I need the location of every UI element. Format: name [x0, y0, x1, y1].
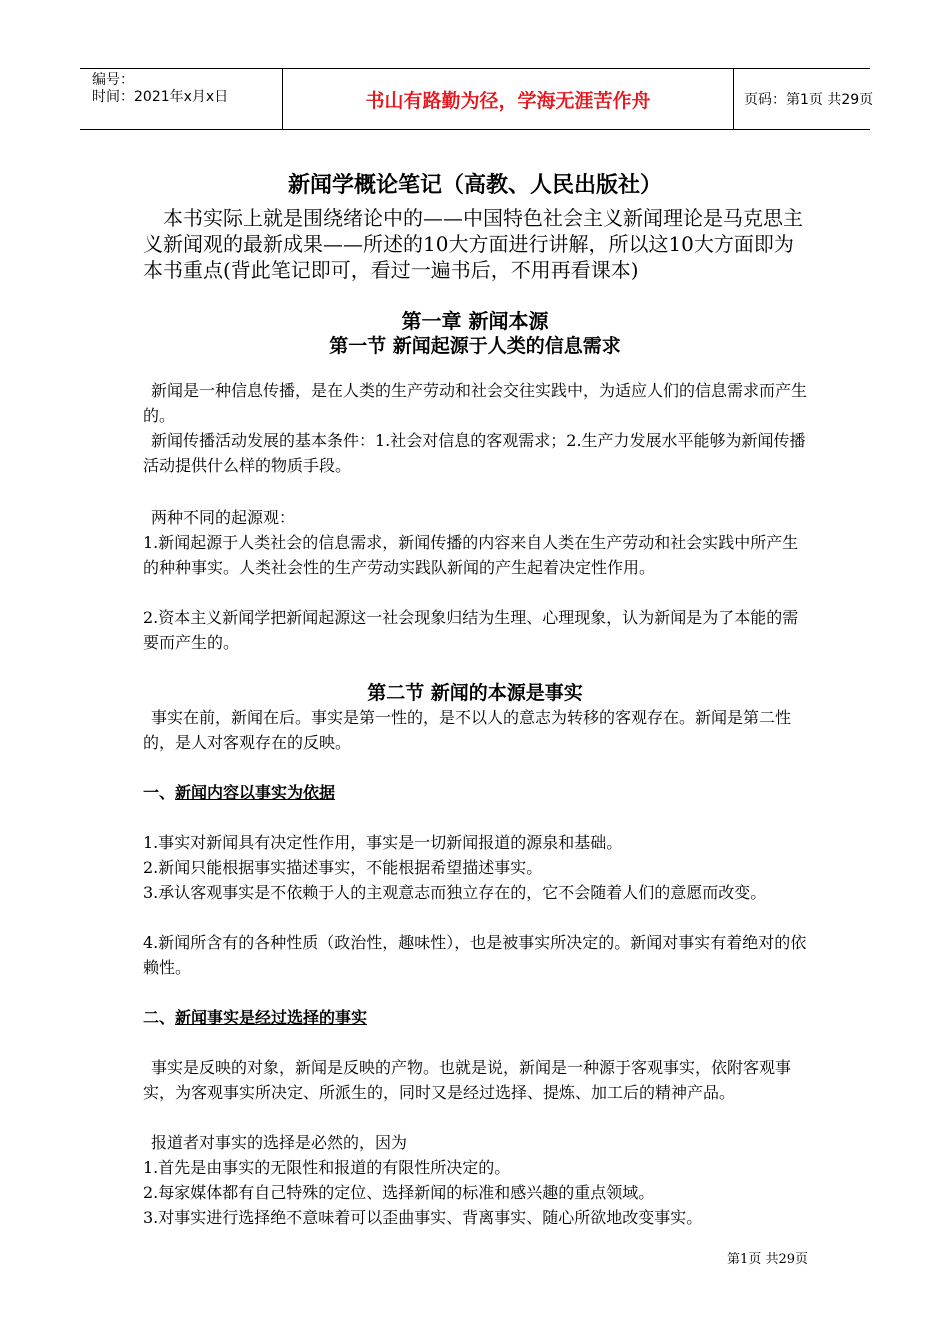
paragraph-text: 事实在前，新闻在后。事实是第一性的，是不以人的意志为转移的客观存在。新闻是第二性的，是人对客观存在的反映。 [143, 708, 792, 752]
subsection-title: 新闻事实是经过选择的事实 [175, 1008, 368, 1027]
paragraph [143, 428, 811, 478]
header-page-code: 页码：第1页 共29页 [744, 92, 874, 108]
paragraph-text: 两种不同的起源观： [151, 508, 296, 527]
paragraph: 2.资本主义新闻学把新闻起源这一社会现象归结为生理、心理现象，认为新闻是为了本能的需要而产生的。 [143, 608, 799, 652]
page-footer: 第1页 共29页 [727, 1252, 808, 1267]
list-item: 1.首先是由事实的无限性和报道的有限性所决定的。 [143, 1158, 511, 1177]
list-item: 3.对事实进行选择绝不意味着可以歪曲事实、背离事实、随心所欲地改变事实。 [143, 1208, 703, 1227]
paragraph [143, 705, 811, 755]
subsection-title: 新闻内容以事实为依据 [175, 783, 336, 802]
paragraph [143, 1130, 811, 1155]
paragraph [143, 378, 811, 428]
header-meta [80, 69, 282, 129]
paragraph-text: 新闻传播活动发展的基本条件：1.社会对信息的客观需求；2.生产力发展水平能够为新闻传播活动提供什么样的物质手段。 [143, 431, 806, 475]
list-item: 1.事实对新闻具有决定性作用，事实是一切新闻报道的源泉和基础。 [143, 833, 623, 852]
document-title: 新闻学概论笔记（高教、人民出版社） [287, 173, 662, 198]
header-motto: 书山有路勤为径，学海无涯苦作舟 [282, 69, 734, 129]
list-item: 2.新闻只能根据事实描述事实，不能根据希望描述事实。 [143, 858, 543, 877]
paragraph [143, 505, 811, 530]
list-item: 4.新闻所含有的各种性质（政治性，趣味性），也是被事实所决定的。新闻对事实有着绝对的依赖性。 [143, 933, 807, 977]
list-item: 2.每家媒体都有自己特殊的定位、选择新闻的标准和感兴趣的重点领域。 [143, 1183, 655, 1202]
paragraph-text: 事实是反映的对象，新闻是反映的产物。也就是说，新闻是一种源于客观事实，依附客观事实，为客观事实所决定、所派生的，同时又是经过选择、提炼、加工后的精神产品。 [143, 1058, 792, 1102]
list-item: 3.承认客观事实是不依赖于人的主观意志而独立存在的，它不会随着人们的意愿而改变。 [143, 883, 767, 902]
section1-title: 第一节 新闻起源于人类的信息需求 [329, 335, 621, 357]
page-header [80, 68, 874, 130]
time-label: 时间：2021年x月x日 [92, 89, 229, 105]
paragraph-text: 新闻是一种信息传播，是在人类的生产劳动和社会交往实践中，为适应人们的信息需求而产生的。 [143, 381, 808, 425]
intro-paragraph [143, 205, 811, 283]
subsection-number: 二、 [143, 1008, 176, 1027]
paragraph-text: 报道者对事实的选择是必然的，因为 [151, 1133, 408, 1152]
paragraph [143, 1055, 811, 1105]
subsection-heading [143, 1005, 367, 1028]
section2-title: 第二节 新闻的本源是事实 [367, 682, 583, 704]
chapter-title: 第一章 新闻本源 [401, 309, 549, 333]
paragraph: 1.新闻起源于人类社会的信息需求，新闻传播的内容来自人类在生产劳动和社会实践中所产生的种种事实。人类社会性的生产劳动实践队新闻的产生起着决定性作用。 [143, 533, 799, 577]
subsection-number: 一、 [143, 783, 176, 802]
intro-text: 本书实际上就是围绕绪论中的——中国特色社会主义新闻理论是马克思主义新闻观的最新成果——所述的10大方面进行讲解，所以这10大方面即为本书重点(背此笔记即可，看过一遍书后，不用再看课本) [143, 206, 803, 282]
number-label: 编号： [92, 72, 134, 88]
subsection-heading [143, 780, 335, 803]
